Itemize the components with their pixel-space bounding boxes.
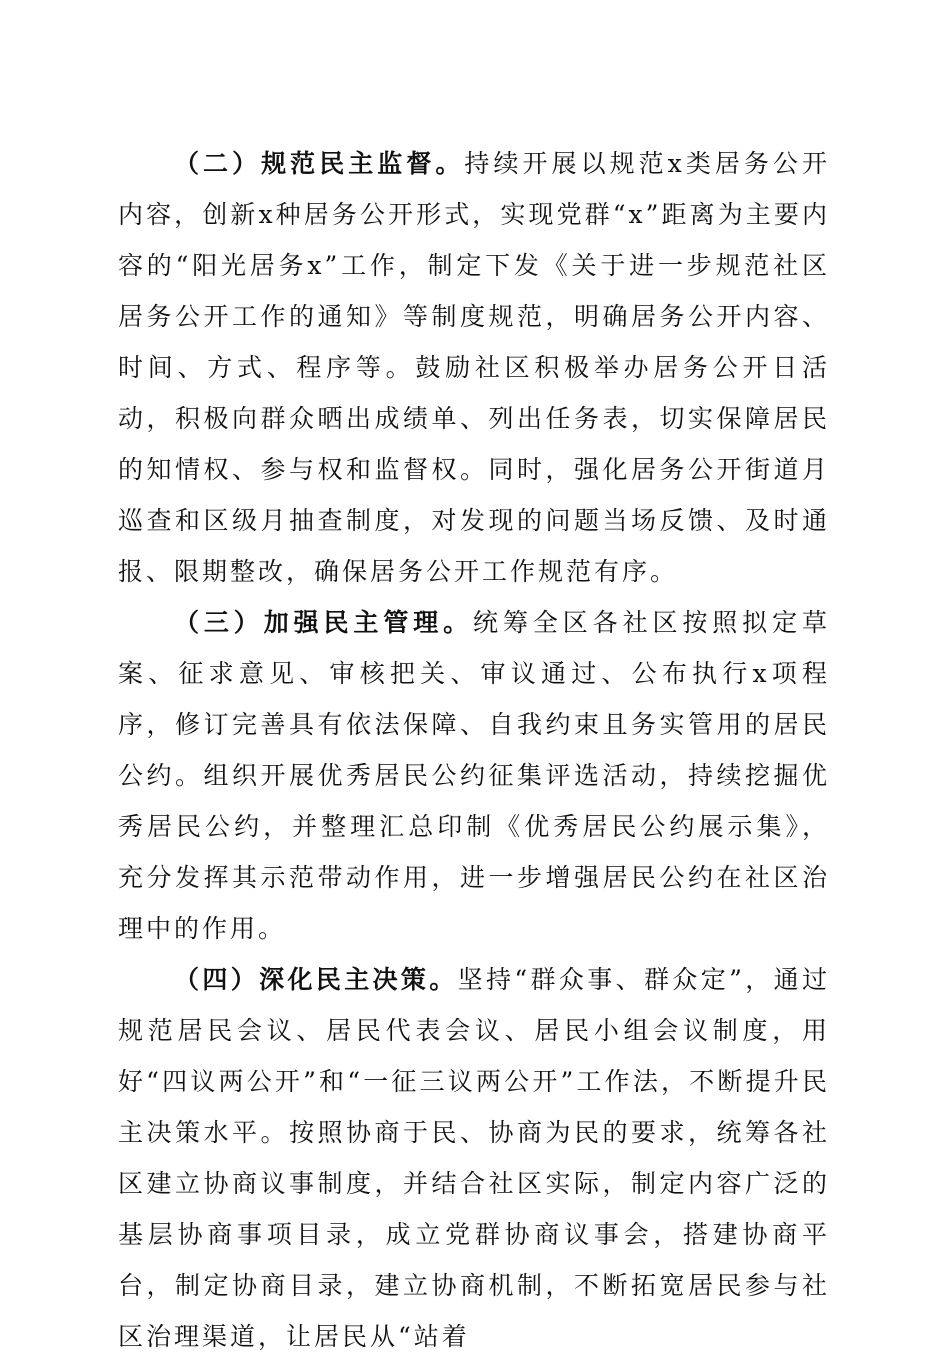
document-body <box>118 138 830 1362</box>
section-heading-decision: （四）深化民主决策。 <box>174 965 458 994</box>
paragraph-text-management: 统筹全区各社区按照拟定草案、征求意见、审核把关、审议通过、公布执行x项程序，修订完善具有依法保障、自我约束且务实管用的居民公约。组织开展优秀居民公约征集评选活动，持续挖掘优秀居民公约，并整理汇总印制《优秀居民公约展示集》，充分发挥其示范带动作用，进一步增强居民公约在社区治理中的作用。 <box>118 608 830 943</box>
paragraph-text-supervision: 持续开展以规范x类居务公开内容，创新x种居务公开形式，实现党群“x”距离为主要内容的“阳光居务x”工作，制定下发《关于进一步规范社区居务公开工作的通知》等制度规范，明确居务公开内容、时间、方式、程序等。鼓励社区积极举办居务公开日活动，积极向群众晒出成绩单、列出任务表，切实保障居民的知情权、参与权和监督权。同时，强化居务公开街道月巡查和区级月抽查制度，对发现的问题当场反馈、及时通报、限期整改，确保居务公开工作规范有序。 <box>118 149 830 586</box>
section-heading-supervision: （二）规范民主监督。 <box>174 149 465 178</box>
section-heading-management: （三）加强民主管理。 <box>174 608 474 637</box>
paragraph-management <box>118 597 830 954</box>
paragraph-decision <box>118 954 830 1362</box>
paragraph-text-decision: 坚持“群众事、群众定”，通过规范居民会议、居民代表会议、居民小组会议制度，用好“四议两公开”和“一征三议两公开”工作法，不断提升民主决策水平。按照协商于民、协商为民的要求，统筹各社区建立协商议事制度，并结合社区实际，制定内容广泛的基层协商事项目录，成立党群协商议事会，搭建协商平台，制定协商目录，建立协商机制，不断拓宽居民参与社区治理渠道，让居民从“站着 <box>118 965 830 1351</box>
paragraph-supervision <box>118 138 830 597</box>
